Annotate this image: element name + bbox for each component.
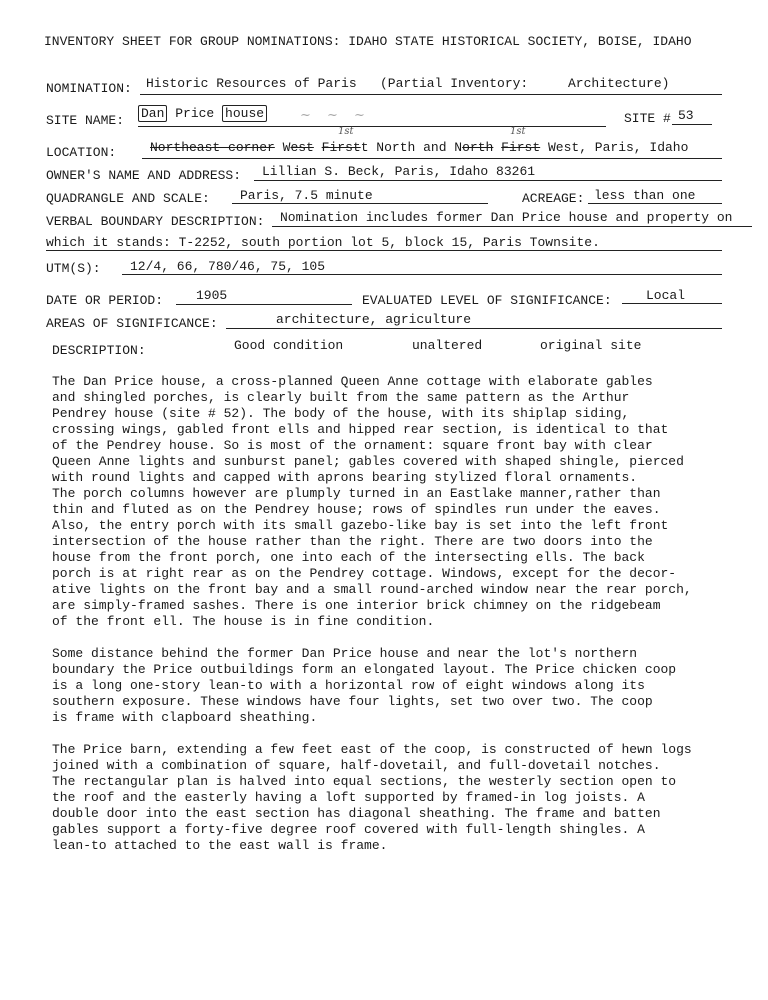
paragraph-line: Queen Anne lights and sunburst panel; gables covered with shaped shingle, pierced <box>52 454 684 469</box>
paragraph-line: of the front ell. The house is in fine condition. <box>52 614 435 629</box>
location-label: LOCATION: <box>46 145 117 160</box>
paragraph-line: crossing wings, gabled front ells and hipped rear section, is identical to that <box>52 422 669 437</box>
sheet-title: INVENTORY SHEET FOR GROUP NOMINATIONS: IDAHO STATE HISTORICAL SOCIETY, BOISE, IDAHO <box>44 34 692 49</box>
site-name-price: Price <box>175 106 215 121</box>
paragraph-line: porch is at right rear as on the Pendrey cottage. Windows, except for the decor- <box>52 566 677 581</box>
utm-underline <box>122 274 722 275</box>
description-paragraph-2 <box>52 646 752 726</box>
location-underline <box>142 158 722 159</box>
date-underline <box>176 304 352 305</box>
site-name-underline <box>138 126 606 127</box>
areas-label: AREAS OF SIGNIFICANCE: <box>46 316 218 331</box>
paragraph-line: intersection of the house rather than the right. There are two doors into the <box>52 534 653 549</box>
paragraph-line: house from the front porch, one into each of the intersecting ells. The back <box>52 550 645 565</box>
paragraph-line: Some distance behind the former Dan Price house and near the lot's northern <box>52 646 638 661</box>
paragraph-line: is a long one-story lean-to with a horizontal row of eight windows along its <box>52 678 645 693</box>
location-struck-text: Northeast corner <box>150 140 275 155</box>
nomination-underline <box>140 94 722 95</box>
acreage-underline <box>588 203 722 204</box>
owner-label: OWNER'S NAME AND ADDRESS: <box>46 168 242 183</box>
paragraph-line: The rectangular plan is halved into equal sections, the westerly section open to <box>52 774 677 789</box>
paragraph-line: are simply-framed sashes. There is one interior brick chimney on the ridgebeam <box>52 598 661 613</box>
acreage-value: less than one <box>594 188 696 203</box>
paragraph-line: southern exposure. These windows have four lights, set two over two. The coop <box>52 694 653 709</box>
desc-alteration: unaltered <box>412 338 483 353</box>
paragraph-line: of the Pendrey house. So is most of the ornament: square front bay with clear <box>52 438 653 453</box>
nomination-note-architecture: Architecture) <box>568 76 670 91</box>
acreage-label: ACREAGE: <box>522 191 585 206</box>
paragraph-line: joined with a combination of square, half-dovetail, and full-dovetail notches. <box>52 758 661 773</box>
site-name-label: SITE NAME: <box>46 113 125 128</box>
paragraph-line: gables support a forty-five degree roof covered with full-length shingles. A <box>52 822 645 837</box>
handwritten-1st-a: 1st <box>338 126 354 137</box>
paragraph-line: ative lights on the front bay and a small round-arched window near the rear porch, <box>52 582 692 597</box>
paragraph-line: is frame with clapboard sheathing. <box>52 710 318 725</box>
areas-underline <box>226 328 722 329</box>
verbal-value-line1: Nomination includes former Dan Price house and property on <box>280 210 733 225</box>
paragraph-line: the roof and the easterly having a loft supported by framed-in log joists. A <box>52 790 645 805</box>
owner-underline <box>254 180 722 181</box>
evaluated-label: EVALUATED LEVEL OF SIGNIFICANCE: <box>362 293 612 308</box>
paragraph-line: The Price barn, extending a few feet east of the coop, is constructed of hewn logs <box>52 742 692 757</box>
quad-value: Paris, 7.5 minute <box>240 188 373 203</box>
site-name-dan: Dan <box>138 105 167 122</box>
desc-site: original site <box>540 338 642 353</box>
paragraph-line: The porch columns however are plumply turned in an Eastlake manner,rather than <box>52 486 661 501</box>
site-number-value: 53 <box>678 108 694 123</box>
nomination-note: (Partial Inventory: <box>380 76 529 91</box>
location-value: Northeast corner West Firstt North and North First West, Paris, Idaho <box>150 140 689 155</box>
paragraph-line: thin and fluted as on the Pendrey house; rows of spindles run under the eaves. <box>52 502 661 517</box>
site-number-underline <box>672 124 712 125</box>
handwritten-1st-b: 1st <box>510 126 526 137</box>
areas-value: architecture, agriculture <box>276 312 472 327</box>
quad-underline <box>232 203 488 204</box>
paragraph-line: double door into the east section has diagonal sheathing. The frame and batten <box>52 806 661 821</box>
desc-condition: Good condition <box>234 338 344 353</box>
date-value: 1905 <box>196 288 228 303</box>
verbal-value-line2: which it stands: T-2252, south portion lot 5, block 15, Paris Townsite. <box>46 235 600 250</box>
quad-label: QUADRANGLE AND SCALE: <box>46 191 210 206</box>
description-label: DESCRIPTION: <box>52 343 146 358</box>
faint-handwriting: ~ ~ ~ <box>300 108 371 123</box>
paragraph-line: The Dan Price house, a cross-planned Queen Anne cottage with elaborate gables <box>52 374 653 389</box>
paragraph-line: boundary the Price outbuildings form an elongated layout. The Price chicken coop <box>52 662 677 677</box>
description-paragraph-1 <box>52 374 752 630</box>
paragraph-line: Also, the entry porch with its small gazebo-like bay is set into the left front <box>52 518 669 533</box>
paragraph-line: lean-to attached to the east wall is frame. <box>52 838 388 853</box>
utm-value: 12/4, 66, 780/46, 75, 105 <box>130 259 326 274</box>
evaluated-value: Local <box>646 288 686 303</box>
paragraph-line: Pendrey house (site # 52). The body of the house, with its shiplap siding, <box>52 406 630 421</box>
site-number-label: SITE # <box>624 111 671 126</box>
paragraph-line: and shingled porches, is clearly built from the same pattern as the Arthur <box>52 390 630 405</box>
owner-value: Lillian S. Beck, Paris, Idaho 83261 <box>262 164 536 179</box>
description-paragraph-3 <box>52 742 752 854</box>
nomination-label: NOMINATION: <box>46 81 132 96</box>
paragraph-line: with round lights and capped with aprons bearing stylized floral ornaments. <box>52 470 638 485</box>
date-label: DATE OR PERIOD: <box>46 293 164 308</box>
evaluated-underline <box>622 303 722 304</box>
verbal-underline-1 <box>272 226 752 227</box>
site-name-value <box>138 106 267 121</box>
verbal-label: VERBAL BOUNDARY DESCRIPTION: <box>46 214 265 229</box>
site-name-house: house <box>222 105 267 122</box>
verbal-underline-2 <box>46 250 722 251</box>
utm-label: UTM(S): <box>46 261 101 276</box>
nomination-value: Historic Resources of Paris <box>146 76 357 91</box>
